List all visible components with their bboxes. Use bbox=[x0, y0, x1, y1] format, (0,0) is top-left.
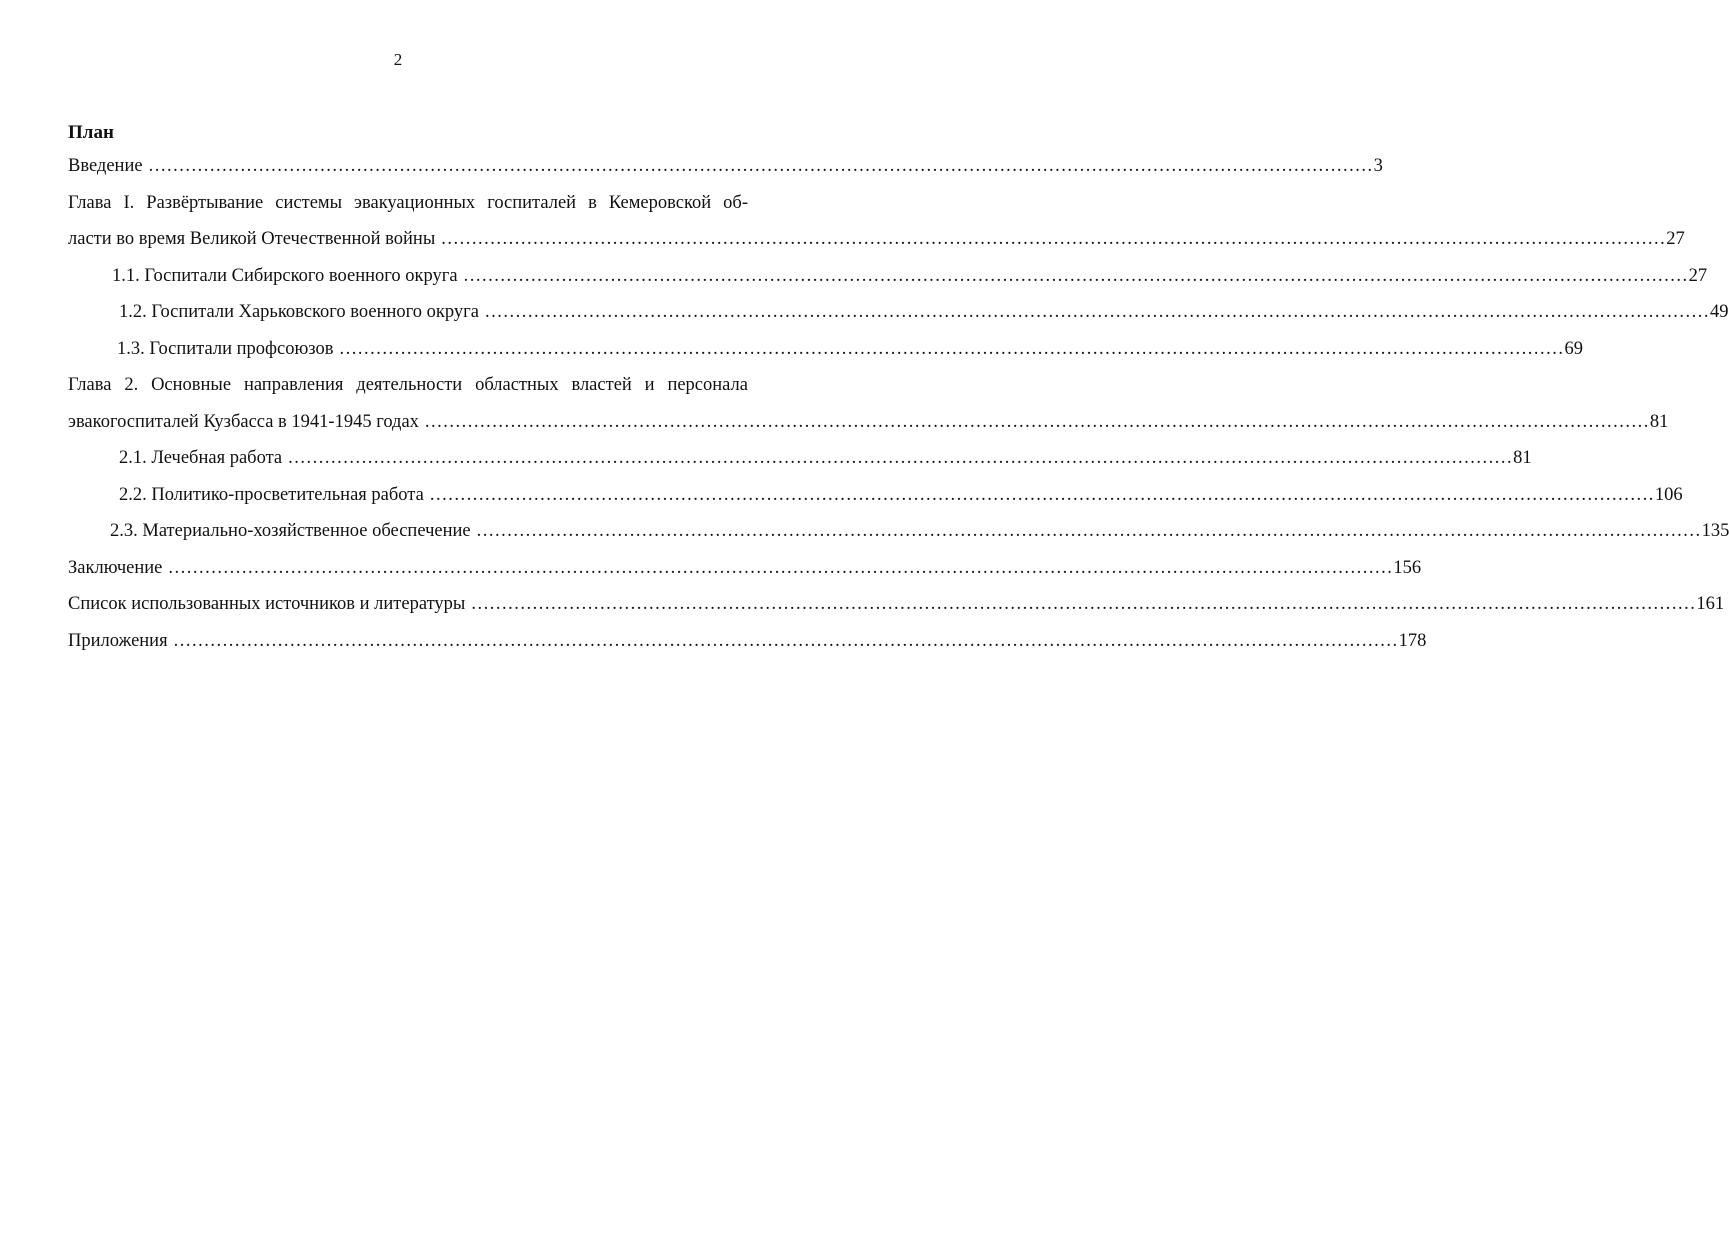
toc-entry-section-1-3 bbox=[68, 331, 1583, 368]
toc-entry-title-line2: ласти во время Великой Отечественной войны bbox=[68, 229, 436, 249]
toc-entry-page: 27 bbox=[1666, 229, 1685, 249]
dot-leader: ........................................................................................................................................................................................................ bbox=[173, 630, 1399, 651]
dot-leader: ........................................................................................................................................................................................................ bbox=[288, 448, 1514, 468]
toc-entry-bibliography bbox=[68, 586, 1725, 623]
toc-entry-title: Приложения bbox=[68, 630, 168, 651]
toc-entry-page: 49 bbox=[1709, 302, 1729, 322]
dot-leader: ........................................................................................................................................................................................................ bbox=[476, 521, 1702, 541]
toc-entry-title: 2.1. Лечебная работа bbox=[119, 448, 283, 468]
plan-heading: План bbox=[68, 122, 114, 143]
toc-entry-page: 178 bbox=[1398, 630, 1427, 651]
toc-entry-chapter-1 bbox=[68, 185, 1685, 258]
toc-entry-title: Введение bbox=[68, 156, 143, 176]
toc-entry-title: 1.1. Госпитали Сибирского военного округа bbox=[112, 265, 458, 286]
toc-entry-appendices bbox=[68, 623, 1427, 660]
toc-entry-page: 135 bbox=[1701, 521, 1729, 541]
table-of-contents bbox=[68, 118, 1729, 659]
toc-entry-section-2-1 bbox=[68, 440, 1532, 477]
dot-leader: ........................................................................................................................................................................................................ bbox=[148, 156, 1374, 176]
toc-entry-title-line2: эвакогоспиталей Кузбасса в 1941-1945 годах bbox=[68, 411, 419, 432]
toc-entry-page: 69 bbox=[1564, 338, 1583, 359]
toc-entry-section-2-3 bbox=[68, 513, 1729, 550]
toc-entry-title: Заключение bbox=[68, 557, 163, 578]
toc-entry-title-line1: Глава I. Развёртывание системы эвакуационных госпиталей в Кемеровской об- bbox=[68, 192, 748, 213]
toc-entry-section-1-1 bbox=[68, 258, 1708, 295]
toc-entry-conclusion bbox=[68, 550, 1422, 587]
toc-entry-introduction bbox=[68, 148, 1383, 185]
toc-entry-title: Список использованных источников и литературы bbox=[68, 594, 466, 614]
toc-entry-title-line1: Глава 2. Основные направления деятельности областных властей и персонала bbox=[68, 375, 748, 395]
toc-entry-chapter-2 bbox=[68, 367, 1669, 440]
dot-leader: ........................................................................................................................................................................................................ bbox=[471, 594, 1697, 614]
toc-entry-page: 106 bbox=[1654, 484, 1683, 505]
toc-entry-page: 81 bbox=[1649, 411, 1669, 432]
toc-entry-title: 1.3. Госпитали профсоюзов bbox=[117, 338, 334, 359]
dot-leader: ........................................................................................................................................................................................................ bbox=[339, 338, 1565, 359]
toc-entry-section-2-2 bbox=[68, 477, 1683, 514]
dot-leader: ........................................................................................................................................................................................................ bbox=[484, 302, 1710, 322]
toc-entry-page: 3 bbox=[1373, 156, 1383, 176]
dot-leader: ........................................................................................................................................................................................................ bbox=[429, 484, 1655, 505]
toc-entry-page: 81 bbox=[1513, 448, 1532, 468]
toc-entry-title: 2.3. Материально-хозяйственное обеспечение bbox=[110, 521, 471, 541]
toc-entry-page: 27 bbox=[1688, 265, 1708, 286]
dot-leader: ........................................................................................................................................................................................................ bbox=[441, 229, 1667, 249]
toc-entry-page: 156 bbox=[1393, 557, 1422, 578]
dot-leader: ........................................................................................................................................................................................................ bbox=[463, 265, 1689, 286]
toc-entry-title: 2.2. Политико-просветительная работа bbox=[119, 484, 424, 505]
toc-entry-section-1-2 bbox=[68, 294, 1729, 331]
page-number: 2 bbox=[393, 50, 403, 69]
dot-leader: ........................................................................................................................................................................................................ bbox=[424, 411, 1650, 432]
toc-entry-title: 1.2. Госпитали Харьковского военного округа bbox=[119, 302, 479, 322]
toc-entry-page: 161 bbox=[1696, 594, 1725, 614]
dot-leader: ........................................................................................................................................................................................................ bbox=[168, 557, 1394, 578]
